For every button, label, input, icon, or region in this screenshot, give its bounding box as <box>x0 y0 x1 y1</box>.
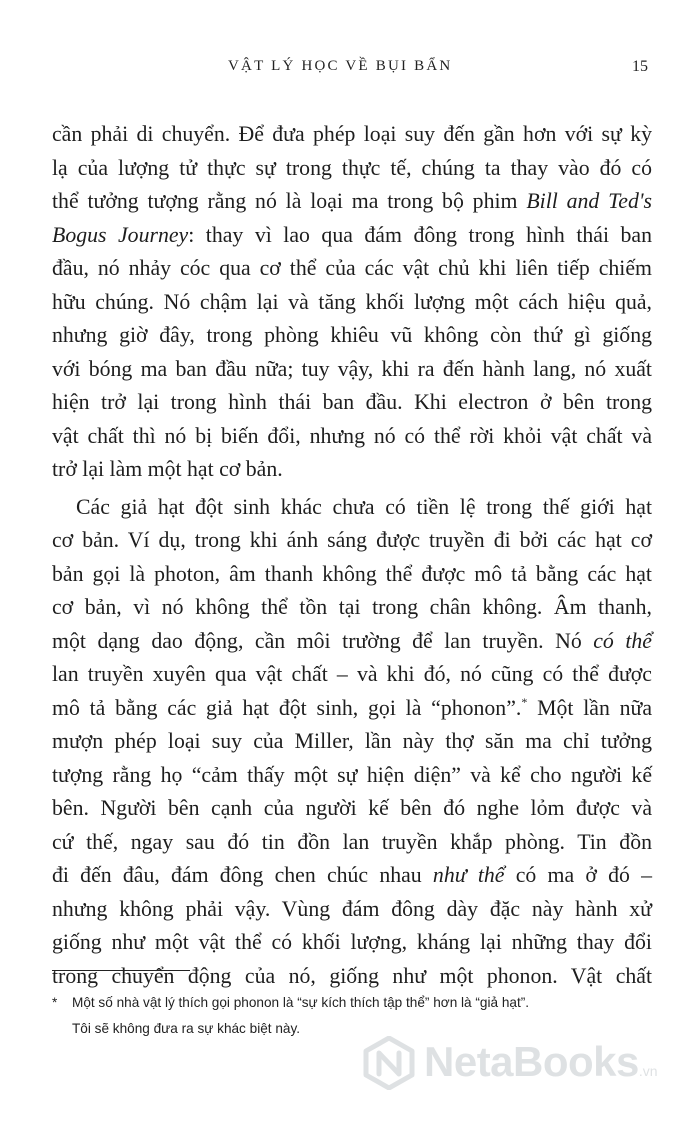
footnote-line <box>52 990 652 1016</box>
film-title: Bogus Journey <box>52 222 189 247</box>
text-line <box>52 185 652 219</box>
watermark-brand-name: NetaBooks <box>424 1038 639 1085</box>
text-run: : thay vì lao qua đám đông trong hình thái ban <box>188 222 652 247</box>
text-line: nhưng không phải vậy. Vùng đám đông dày đặc này hành xử <box>52 896 652 921</box>
text-line: bản gọi là photon, âm thanh không thể được mô tả bằng các hạt <box>52 561 652 586</box>
text-line <box>52 692 652 726</box>
footnote-text: Một số nhà vật lý thích gọi phonon là “sự kích thích tập thể” hơn là “giả hạt”. <box>72 995 530 1010</box>
text-line: nhưng giờ đây, trong phòng khiêu vũ không còn thứ gì giống <box>52 323 652 347</box>
text-line: lan truyền xuyên qua vật chất – và khi đó, nó cũng có thể được <box>52 662 652 686</box>
body-text <box>52 118 652 993</box>
emphasis: có thể <box>593 628 652 653</box>
text-line: lạ của lượng tử thực sự trong thực tế, chúng ta thay vào đó có <box>52 155 652 180</box>
watermark <box>362 1030 692 1100</box>
text-line <box>52 625 652 659</box>
text-line: cơ bản. Ví dụ, trong khi ánh sáng được truyền đi bởi các hạt cơ <box>52 528 652 552</box>
text-line: đầu, nó nhảy cóc qua cơ thể của các vật chủ khi liên tiếp chiếm <box>52 256 652 280</box>
text-line: trong chuyển động của nó, giống như một phonon. Vật chất <box>52 963 652 988</box>
text-line: với bóng ma ban đầu nữa; tuy vậy, khi ra đến hành lang, nó xuất <box>52 356 652 381</box>
text-line: vật chất thì nó bị biến đổi, nhưng nó có thể rời khỏi vật chất và <box>52 423 652 448</box>
text-run: một dạng dao động, cần môi trường để lan truyền. Nó <box>52 628 594 653</box>
text-run: thể tưởng tượng rằng nó là loại ma trong bộ phim <box>52 189 527 213</box>
emphasis: như thể <box>432 863 505 887</box>
text-line: Các giả hạt đột sinh khác chưa có tiền lệ trong thế giới hạt <box>76 494 652 519</box>
text-run: đi đến đâu, đám đông chen chúc nhau <box>52 863 433 887</box>
text-run: Một lần nữa <box>527 695 653 720</box>
footnote-ref[interactable]: * <box>521 694 528 709</box>
page-number: 15 <box>632 58 648 75</box>
text-line <box>52 219 652 253</box>
watermark-suffix: .vn <box>638 1063 658 1079</box>
text-run: có ma ở đó – <box>504 863 653 887</box>
watermark-brand <box>424 1038 658 1086</box>
text-line: hiện trở lại trong hình thái ban đầu. Khi electron ở bên trong <box>52 390 652 414</box>
text-line: trở lại làm một hạt cơ bản. <box>52 457 283 481</box>
running-head <box>0 58 700 82</box>
paragraph-2 <box>52 491 652 994</box>
text-line <box>52 859 652 893</box>
text-line: mượn phép loại suy của Miller, lần này thợ săn ma chỉ tưởng <box>52 729 652 753</box>
netabooks-logo-icon <box>362 1036 416 1090</box>
text-line: giống như một vật thể có khối lượng, kháng lại những thay đổi <box>52 930 652 954</box>
running-title: VẬT LÝ HỌC VỀ BỤI BẨN <box>228 58 453 74</box>
paragraph-1 <box>52 118 652 487</box>
text-line: cơ bản, vì nó không thể tồn tại trong chân không. Âm thanh, <box>52 595 652 619</box>
footnote-divider <box>52 970 190 971</box>
text-line: cần phải di chuyển. Để đưa phép loại suy đến gần hơn với sự kỳ <box>52 122 652 146</box>
footnote-line: Tôi sẽ không đưa ra sự khác biệt này. <box>72 1021 301 1036</box>
footnote-marker: * <box>52 995 58 1010</box>
text-line: hữu chúng. Nó chậm lại và tăng khối lượng một cách hiệu quả, <box>52 289 652 314</box>
film-title: Bill and Ted's <box>526 189 653 213</box>
text-line: bên. Người bên cạnh của người kế bên đó nghe lỏm được và <box>52 796 652 820</box>
text-line: cứ thế, ngay sau đó tin đồn lan truyền khắp phòng. Tin đồn <box>52 829 652 854</box>
text-line: tượng rằng họ “cảm thấy một sự hiện diện” và kể cho người kế <box>52 762 652 787</box>
text-run: mô tả bằng các giả hạt đột sinh, gọi là “phonon”. <box>52 695 522 720</box>
